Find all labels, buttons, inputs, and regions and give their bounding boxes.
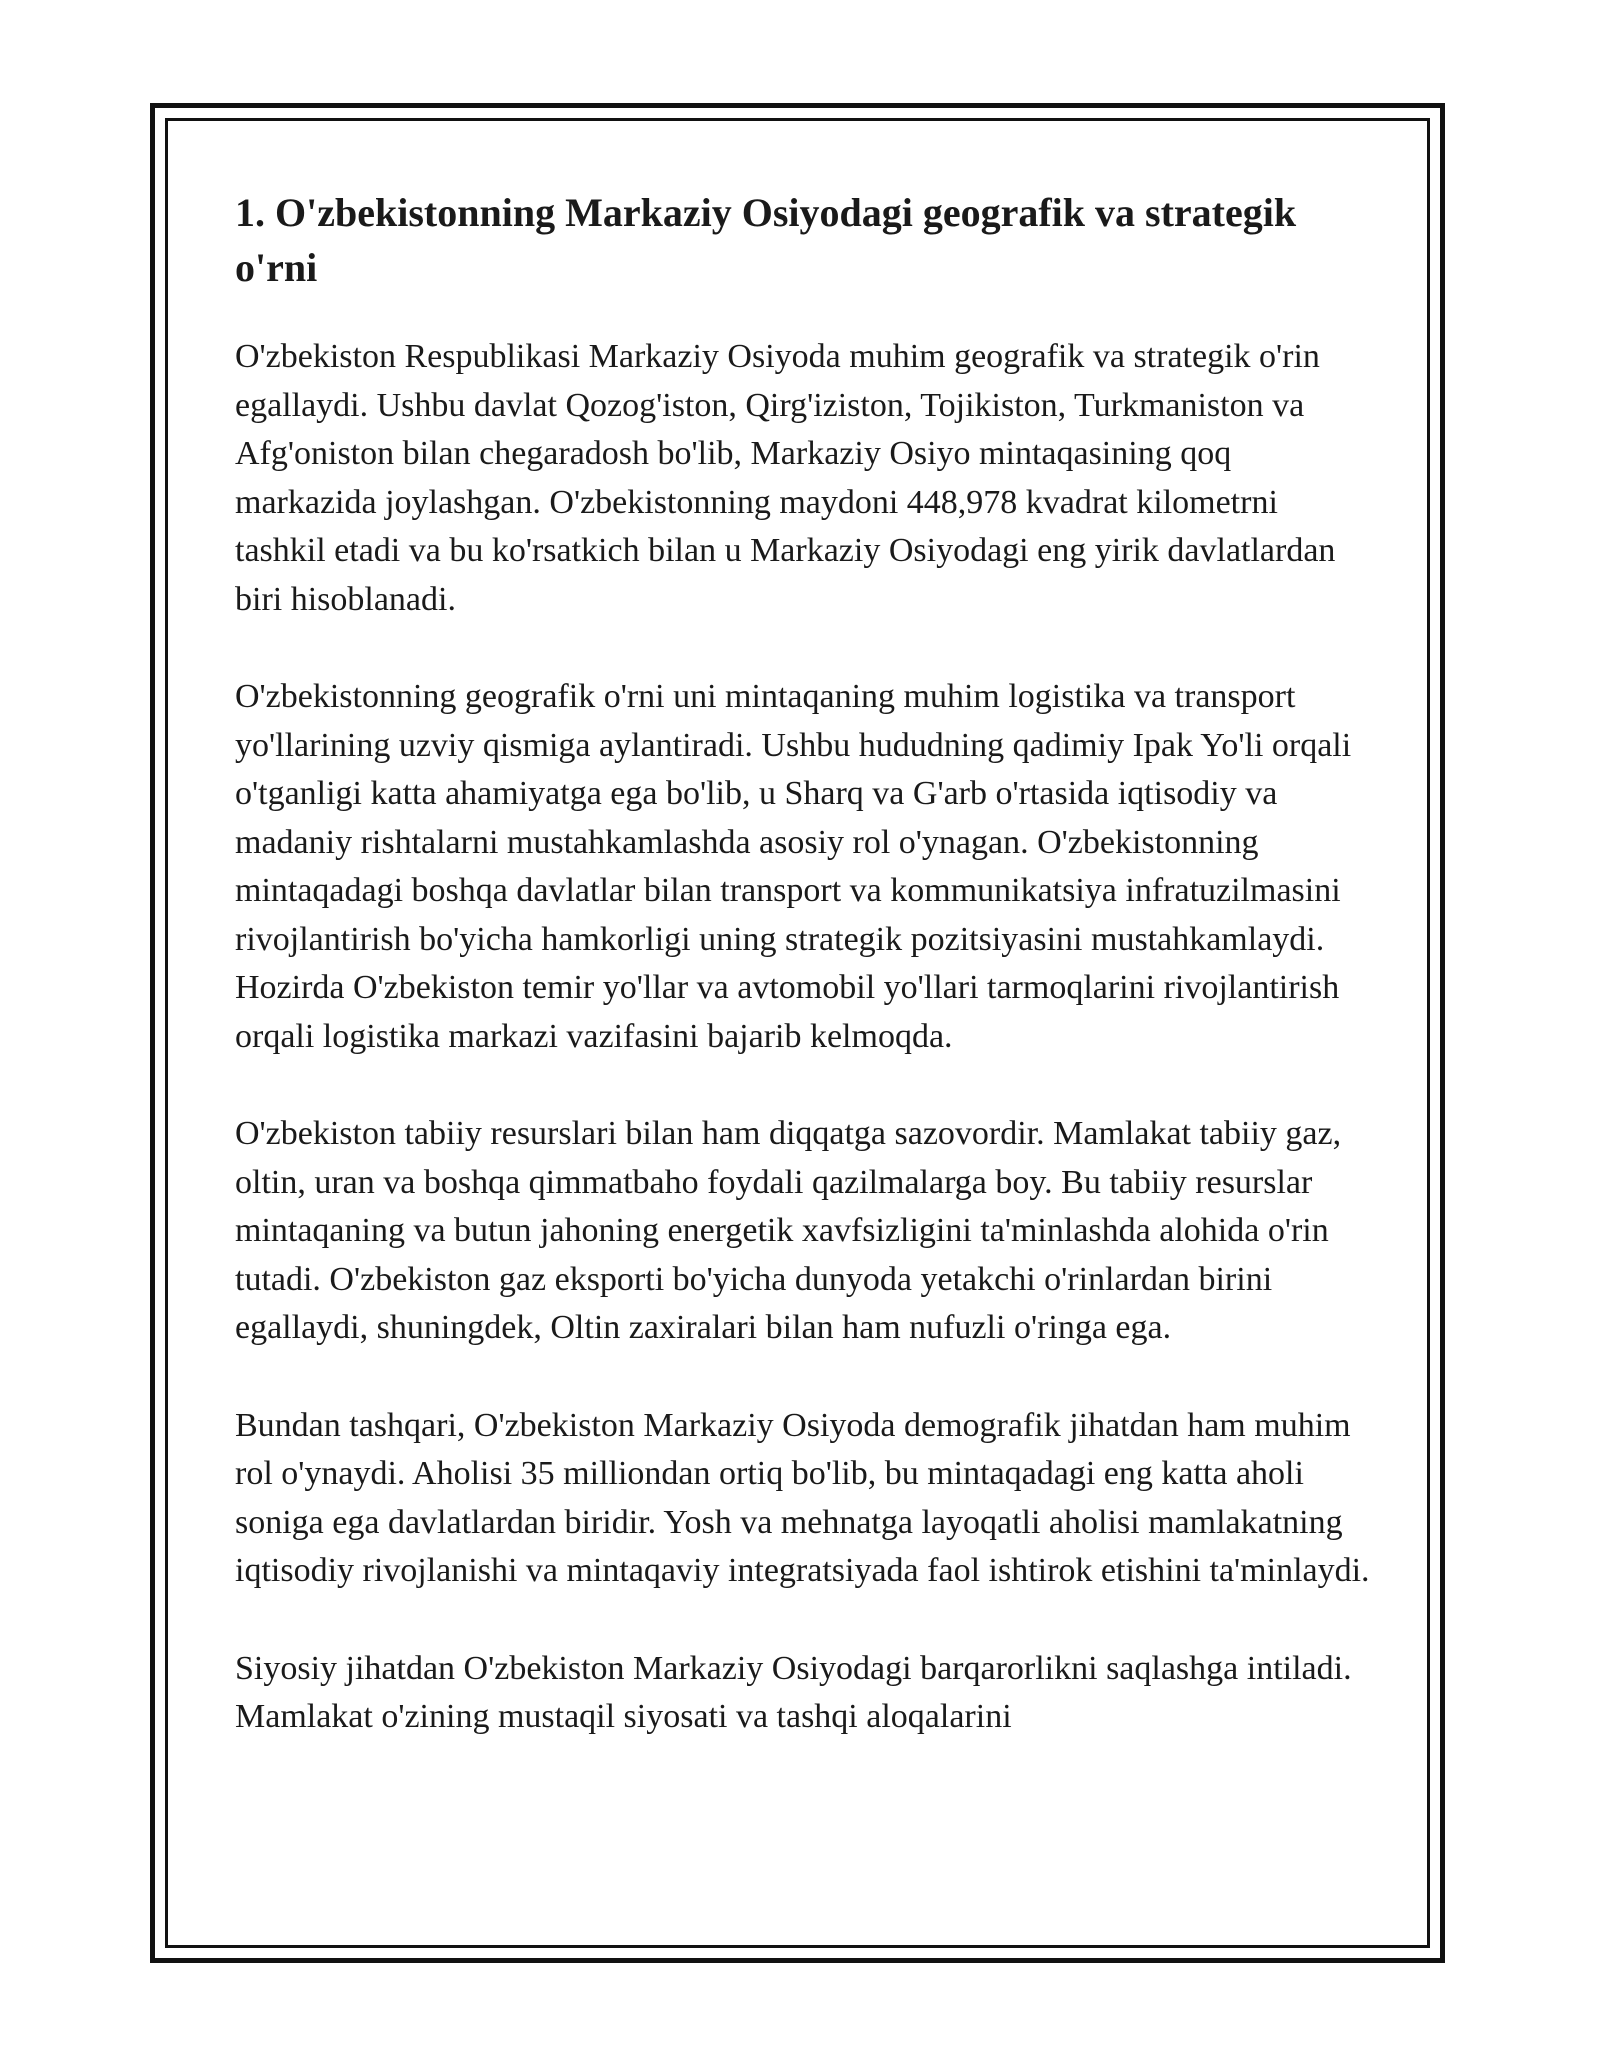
paragraph-demographics: Bundan tashqari, O'zbekiston Markaziy Osiyoda demografik jihatdan ham muhim rol o'ynaydi. Aholisi 35 milliondan ortiq bo'lib, bu mintaqadagi eng katta aholi soniga ega davlatlardan biridir. Yosh va mehnatga layoqatli aholisi mamlakatning iqtisodiy rivojlanishi va mintaqaviy integratsiyada faol ishtirok etishini ta'minlaydi.: [235, 1406, 1370, 1589]
paragraph-political-stability: Siyosiy jihatdan O'zbekiston Markaziy Osiyodagi barqarorlikni saqlashga intiladi. Mamlakat o'zining mustaqil siyosati va tashqi aloqalarini: [235, 1649, 1352, 1735]
paragraph-logistics-transport: O'zbekistonning geografik o'rni uni mintaqaning muhim logistika va transport yo'llarining uzviy qismiga aylantiradi. Ushbu hududning qadimiy Ipak Yo'li orqali o'tganligi katta ahamiyatga ega bo'lib, u Sharq va G'arb o'rtasida iqtisodiy va madaniy rishtalarni mustahkamlashda asosiy rol o'ynagan. O'zbekistonning mintaqadagi boshqa davlatlar bilan transport va kommunikatsiya infratuzilmasini rivojlantirish bo'yicha hamkorligi uning strategik pozitsiyasini mustahkamlaydi. Hozirda O'zbekiston temir yo'llar va avtomobil yo'llari tarmoqlarini rivojlantirish orqali logistika markazi vazifasini bajarib kelmoqda.: [235, 678, 1352, 1055]
paragraph-natural-resources: O'zbekiston tabiiy resurslari bilan ham diqqatga sazovordir. Mamlakat tabiiy gaz, oltin, uran va boshqa qimmatbaho foydali qazilmalarga boy. Bu tabiiy resurslar mintaqaning va butun jahoning energetik xavfsizligini ta'minlashda alohida o'rin tutadi. O'zbekiston gaz eksporti bo'yicha dunyoda yetakchi o'rinlardan birini egallaydi, shuningdek, Oltin zaxiralari bilan ham nufuzli o'ringa ega.: [235, 1115, 1342, 1346]
paragraph-geographic-position: O'zbekiston Respublikasi Markaziy Osiyoda muhim geografik va strategik o'rin egallaydi. Ushbu davlat Qozog'iston, Qirg'iziston, Tojikiston, Turkmaniston va Afg'oniston bilan chegaradosh bo'lib, Markaziy Osiyo mintaqasining qoq markazida joylashgan. O'zbekistonning maydoni 448,978 kvadrat kilometrni tashkil etadi va bu ko'rsatkich bilan u Markaziy Osiyodagi eng yirik davlatlardan biri hisoblanadi.: [235, 338, 1336, 618]
section-heading: 1. O'zbekistonning Markaziy Osiyodagi geografik va strategik o'rni: [235, 190, 1297, 290]
document-body: [235, 185, 1375, 1791]
